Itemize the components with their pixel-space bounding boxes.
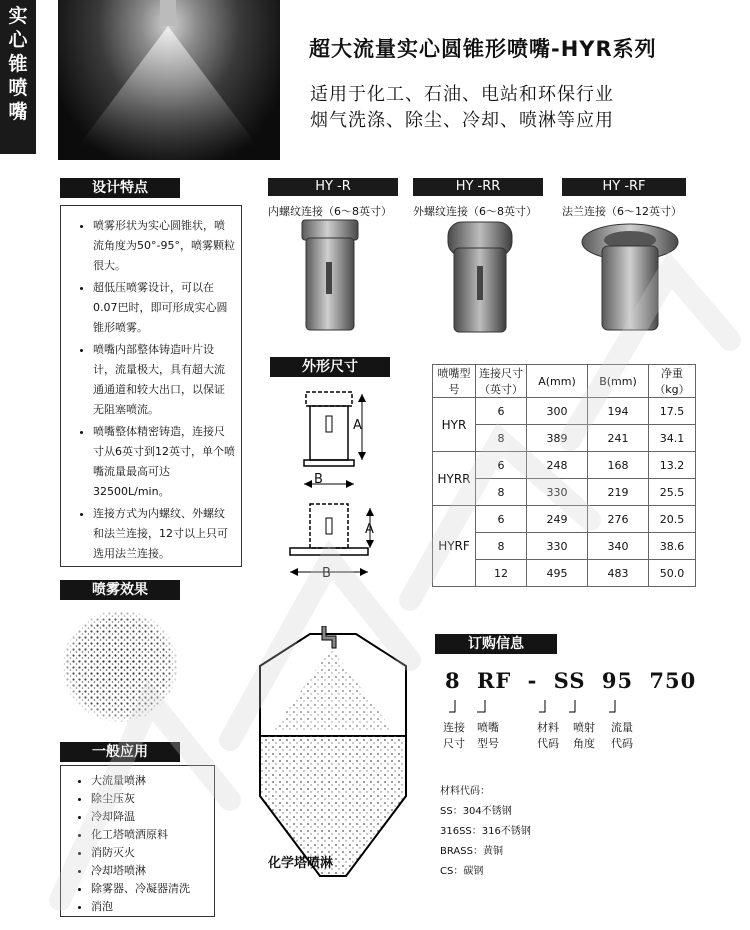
size-cell: 8	[476, 533, 527, 560]
size-cell: 6	[476, 398, 527, 425]
size-cell: 8	[476, 479, 527, 506]
side-tab-char: 喷	[8, 77, 28, 99]
model-tab-hy-rf: HY -RF	[562, 178, 686, 196]
b-cell: 241	[588, 425, 649, 452]
code-caption-angle: 喷射角度	[573, 721, 595, 750]
side-tab-char: 嘴	[8, 101, 28, 123]
model-cell: HYRR	[433, 452, 476, 506]
weight-cell: 34.1	[649, 425, 696, 452]
application-heading: 一般应用	[60, 742, 180, 762]
side-category-tab	[0, 0, 36, 154]
code-caption-model: 喷嘴型号	[477, 721, 499, 750]
header-connection-size: 连接尺寸（英寸）	[476, 365, 527, 398]
a-cell: 330	[527, 479, 588, 506]
size-cell: 12	[476, 560, 527, 587]
dimension-b-label: B	[322, 566, 331, 581]
size-cell: 6	[476, 506, 527, 533]
nozzle-photo-hy-r	[290, 218, 370, 334]
a-cell: 249	[527, 506, 588, 533]
header-model: 喷嘴型号	[433, 365, 476, 398]
side-tab-char: 实	[8, 5, 28, 27]
b-cell: 194	[588, 398, 649, 425]
code-caption-flow: 流量代码	[611, 721, 633, 750]
order-code-example	[445, 668, 704, 693]
header-net-weight: 净重（kg）	[649, 365, 696, 398]
design-point: • 喷雾形状为实心圆锥状，喷流角度为50°-95°，喷雾颗粒很大。	[93, 216, 235, 276]
design-point: • 喷嘴整体精密铸造，连接尺寸从6英寸到12英寸，单个喷嘴流量最高可达32500L/min。	[93, 422, 235, 502]
table-row	[433, 506, 696, 533]
header-b-mm: B(mm)	[588, 365, 649, 398]
a-cell: 300	[527, 398, 588, 425]
b-cell: 219	[588, 479, 649, 506]
weight-cell: 25.5	[649, 479, 696, 506]
tower-caption: 化学塔喷淋	[268, 856, 334, 871]
weight-cell: 17.5	[649, 398, 696, 425]
application-item: • 消泡	[91, 898, 210, 916]
application-item: • 冷却降温	[91, 808, 210, 826]
material-code-item: CS：碳钢	[440, 866, 484, 877]
design-features-box	[60, 205, 242, 567]
application-item: • 冷却塔喷淋	[91, 862, 210, 880]
dimension-drawing-threaded	[284, 388, 384, 496]
nozzle-photo-hy-rf	[580, 218, 680, 334]
header-a-mm: A(mm)	[527, 365, 588, 398]
weight-cell: 50.0	[649, 560, 696, 587]
code-caption-size: 连接尺寸	[443, 721, 465, 750]
weight-cell: 20.5	[649, 506, 696, 533]
a-cell: 248	[527, 452, 588, 479]
spec-table-wrapper	[432, 364, 696, 587]
model-caption-hy-rr: 外螺纹连接（6～8英寸）	[413, 205, 537, 218]
spray-pattern-image	[60, 606, 180, 726]
size-cell: 6	[476, 452, 527, 479]
a-cell: 389	[527, 425, 588, 452]
application-item: • 化工塔喷洒原料	[91, 826, 210, 844]
material-code-item: SS：304不锈钢	[440, 806, 512, 817]
b-cell: 340	[588, 533, 649, 560]
model-cell: HYRF	[433, 506, 476, 587]
dimension-a-label: A	[365, 522, 374, 537]
chemical-tower-illustration	[250, 626, 416, 882]
side-tab-char: 锥	[8, 53, 28, 75]
a-cell: 330	[527, 533, 588, 560]
application-item: • 除尘压灰	[91, 790, 210, 808]
size-cell: 8	[476, 425, 527, 452]
material-code-heading: 材料代码：	[440, 786, 490, 797]
application-box	[60, 765, 215, 917]
spec-table	[432, 364, 696, 587]
code-part-material: SS	[553, 668, 586, 693]
model-tab-hy-r: HY -R	[268, 178, 398, 196]
a-cell: 495	[527, 560, 588, 587]
spray-effect-heading: 喷雾效果	[60, 580, 180, 600]
dimensions-heading: 外形尺寸	[270, 357, 390, 377]
model-caption-hy-rf: 法兰连接（6～12英寸）	[562, 205, 682, 218]
table-row	[433, 452, 696, 479]
code-bracket-lines	[445, 698, 645, 722]
material-code-item: BRASS：黄铜	[440, 846, 503, 857]
dimension-drawing-flange	[284, 500, 384, 582]
subtitle-applications: 烟气洗涤、除尘、冷却、喷淋等应用	[310, 110, 614, 131]
application-item: • 消防灭火	[91, 844, 210, 862]
table-row	[433, 398, 696, 425]
design-point: • 连接方式为内螺纹、外螺纹和法兰连接，12寸以上只可选用法兰连接。	[93, 504, 235, 564]
dimension-b-label: B	[314, 472, 323, 487]
model-cell: HYR	[433, 398, 476, 452]
design-point: • 喷嘴内部整体铸造叶片设计，流量极大，具有超大流通通道和较大出口，以保证无阻塞喷流。	[93, 340, 235, 420]
code-part-angle: 95	[601, 668, 634, 693]
hero-spray-photo	[58, 0, 280, 160]
material-code-item: 316SS：316不锈钢	[440, 826, 531, 837]
code-part-dash: -	[527, 668, 538, 693]
spray-cone-graphic	[58, 0, 280, 160]
b-cell: 483	[588, 560, 649, 587]
code-part-flow: 750	[649, 668, 697, 693]
application-item: • 除雾器、冷凝器清洗	[91, 880, 210, 898]
code-part-model: RF	[476, 668, 512, 693]
model-caption-hy-r: 内螺纹连接（6～8英寸）	[268, 205, 392, 218]
design-point: • 超低压喷雾设计，可以在0.07巴时，即可形成实心圆锥形喷雾。	[93, 278, 235, 338]
page-title: 超大流量实心圆锥形喷嘴-HYR系列	[309, 37, 657, 61]
subtitle-industries: 适用于化工、石油、电站和环保行业	[310, 84, 614, 105]
code-part-size: 8	[445, 668, 461, 693]
design-features-heading: 设计特点	[60, 178, 180, 198]
nozzle-photo-hy-rr	[440, 218, 520, 334]
code-caption-material: 材料代码	[537, 721, 559, 750]
weight-cell: 13.2	[649, 452, 696, 479]
weight-cell: 38.6	[649, 533, 696, 560]
dimension-a-label: A	[353, 418, 362, 433]
order-info-heading: 订购信息	[435, 634, 557, 654]
b-cell: 168	[588, 452, 649, 479]
model-tab-hy-rr: HY -RR	[413, 178, 543, 196]
side-tab-char: 心	[8, 29, 28, 51]
b-cell: 276	[588, 506, 649, 533]
application-item: • 大流量喷淋	[91, 772, 210, 790]
